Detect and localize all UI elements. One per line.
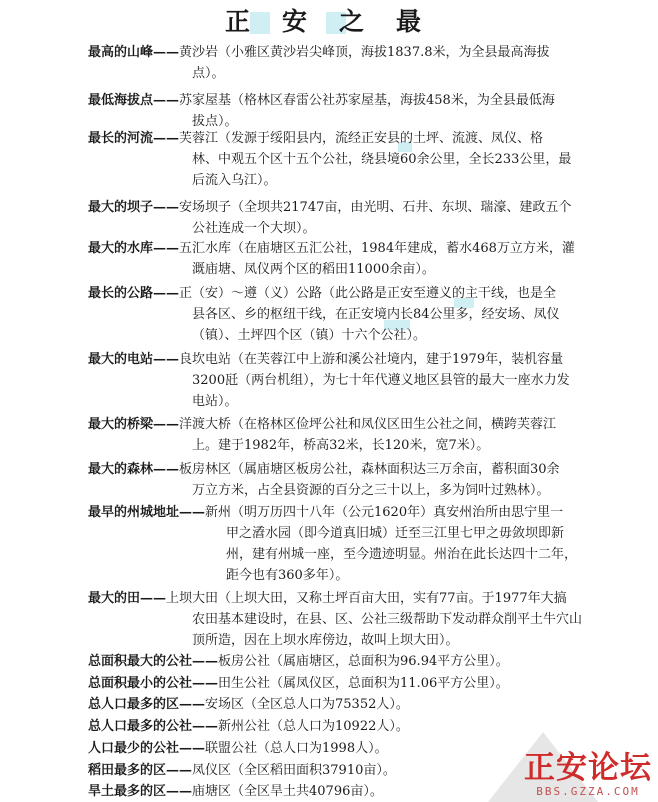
record-key: 最大的森林——: [88, 462, 180, 477]
record-key: 最大的坝子——: [88, 200, 180, 215]
record-entry: [88, 42, 550, 84]
record-text: 林、中观五个区十五个公社，绕县境60余公里，全长233公里，最: [192, 152, 572, 167]
record-text: 点）。: [192, 66, 225, 81]
record-entry: [88, 760, 396, 781]
record-text: 芙蓉江（发源于绥阳县内，流经正安县的土坪、流渡、凤仪、格: [179, 131, 544, 146]
watermark-url: BBS.GZZA.COM: [536, 785, 640, 798]
record-text: （镇）、土坪四个区（镇）十六个公社）。: [192, 328, 427, 343]
record-entry: [88, 128, 571, 191]
record-key: 总人口最多的区——: [88, 697, 206, 712]
record-entry: [88, 738, 388, 759]
record-text: 甲之㵫水园（即今道真旧城）迁至三江里七甲之毋敛坝即新: [226, 526, 565, 541]
record-entry: [88, 502, 577, 586]
record-text: 安场坝子（全坝共21747亩，由光明、石井、东坝、瑞濠、建政五个: [179, 200, 572, 215]
record-text: 联盟公社（总人口为1998人）。: [205, 741, 388, 756]
watermark-logo-text: 正安论坛: [524, 750, 652, 786]
record-entry: [88, 716, 409, 737]
record-key: 最早的州城地址——: [88, 505, 206, 520]
record-text: 庙塘区（全区旱土共40796亩）。: [192, 784, 383, 799]
record-text: 万立方米，占全县资源的百分之三十以上，多为饲叶过熟林）。: [192, 483, 550, 498]
record-text: 正（安）～遵（义）公路（此公路是正安至遵义的主干线，也是全: [179, 286, 557, 301]
record-text: 溉庙塘、凤仪两个区的稻田11000余亩）。: [192, 262, 435, 277]
record-entry: [88, 781, 383, 802]
record-entry: [88, 694, 409, 715]
record-key: 最长的河流——: [88, 131, 180, 146]
record-entry: [88, 238, 575, 280]
record-key: 最大的田——: [88, 591, 167, 606]
record-text: 电站）。: [192, 394, 238, 409]
record-text: 良坎电站（在芙蓉江中上游和溪公社境内，建于1979年，装机容量: [179, 352, 564, 367]
record-text: 后流入乌江）。: [192, 173, 277, 188]
record-entry: [88, 673, 509, 694]
record-entry: [88, 459, 560, 501]
record-text: 安场区（全区总人口为75352人）。: [205, 697, 409, 712]
record-text: 黄沙岩（小雅区黄沙岩尖峰顶，海拔1837.8米，为全县最高海拔: [179, 45, 550, 60]
page-title: 正安之最: [224, 7, 453, 36]
record-key: 最大的桥梁——: [88, 417, 180, 432]
record-key: 人口最少的公社——: [88, 741, 206, 756]
record-key: 旱土最多的区——: [88, 784, 193, 799]
record-text: 顶所造，因在上坝水库傍边，故叫上坝大田）。: [192, 633, 459, 648]
record-text: 上坝大田（上坝大田，又称土坪百亩大田，实有77亩。于1977年大搞: [166, 591, 567, 606]
record-entry: [88, 197, 571, 239]
record-key: 总人口最多的公社——: [88, 719, 219, 734]
record-text: 距今也有360多年）。: [226, 568, 349, 583]
record-text: 县各区、乡的枢纽干线，在正安境内长84公里多，经安场、凤仪: [192, 307, 560, 322]
record-entry: [88, 349, 570, 412]
record-text: 拔点）。: [192, 114, 238, 129]
record-text: 板房公社（属庙塘区，总面积为96.94平方公里）。: [218, 654, 509, 669]
record-key: 最大的水库——: [88, 241, 180, 256]
forum-watermark: [524, 751, 652, 798]
record-key: 最大的电站——: [88, 352, 180, 367]
record-text: 3200瓩（两台机组），为七十年代遵义地区县管的最大一座水力发: [192, 373, 570, 388]
record-text: 田生公社（属凤仪区，总面积为11.06平方公里）。: [218, 676, 509, 691]
record-text: 凤仪区（全区稻田面积37910亩）。: [192, 763, 396, 778]
record-text: 洋渡大桥（在格林区俭坪公社和凤仪区田生公社之间，横跨芙蓉江: [179, 417, 557, 432]
record-entry: [88, 414, 556, 456]
record-key: 总面积最小的公社——: [88, 676, 219, 691]
record-entry: [88, 90, 555, 132]
record-text: 新州公社（总人口为10922人）。: [218, 719, 409, 734]
record-entry: [88, 651, 509, 672]
record-text: 苏家屋基（格林区春雷公社苏家屋基，海拔458米，为全县最低海: [179, 93, 555, 108]
record-text: 农田基本建设时，在县、区、公社三级帮助下发动群众削平土牛穴山: [192, 612, 583, 627]
record-text: 州，建有州城一座，至今遗迹明显。州治在此长达四十二年，: [226, 547, 578, 562]
record-text: 公社连成一个大坝）。: [192, 221, 316, 236]
record-text: 新州（明万历四十八年（公元1620年）真安州治所由思宁里一: [205, 505, 564, 520]
record-text: 板房林区（属庙塘区板房公社，森林面积达三万余亩，蓄积面30余: [179, 462, 560, 477]
record-entry: [88, 283, 560, 346]
record-text: 五汇水库（在庙塘区五汇公社，1984年建成，蓄水468万立方米，灌: [179, 241, 575, 256]
record-key: 最高的山峰——: [88, 45, 180, 60]
record-key: 总面积最大的公社——: [88, 654, 219, 669]
record-text: 上。建于1982年，桥高32米，长120米，宽7米）。: [192, 438, 490, 453]
record-entry: [88, 588, 582, 651]
record-key: 最长的公路——: [88, 286, 180, 301]
record-key: 稻田最多的区——: [88, 763, 193, 778]
record-key: 最低海拔点——: [88, 93, 180, 108]
